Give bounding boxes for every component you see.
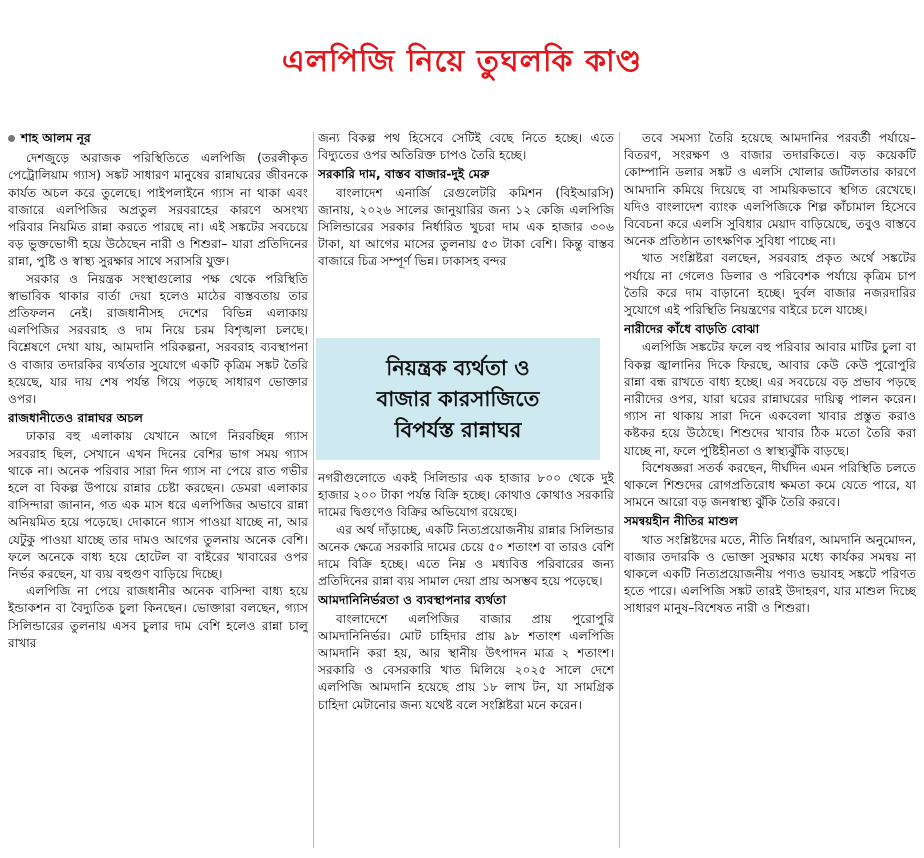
paragraph: খাত সংশ্লিষ্টদের মতে, নীতি নির্ধারণ, আমদানি অনুমোদন, বাজার তদারকি ও ভোক্তা সুরক্ষার মধ্যে কার্যকর সমন্বয় না থাকলে একটি নিত্যপ্রয়োজনীয় পণ্যও ভয়াবহ সঙ্কটে পরিণত হতে পারে। এলপিজি সঙ্কট তারই উদাহরণ, যার মাশুল দিচ্ছে সাধারণ মানুষ–বিশেষত নারী ও শিশুরা। — [624, 532, 916, 616]
pull-quote — [316, 338, 600, 460]
byline — [8, 130, 308, 147]
column-2-bottom — [318, 470, 614, 850]
pull-quote-line: বাজার কারসাজিতে — [376, 386, 540, 411]
paragraph: বাংলাদেশে এলপিজির বাজার প্রায় পুরোপুরি আমদানিনির্ভর। মোট চাহিদার প্রায় ৯৮ শতাংশ এলপিজি আমদানি করা হয়, আর স্থানীয় উৎপাদন মাত্র ২ শতাংশ। সরকারি ও বেসরকারি খাত মিলিয়ে ২০২৫ সালে দেশে এলপিজি আমদানি হয়েছে প্রায় ১৮ লাখ টন, যা সামগ্রিক চাহিদা মেটানোর জন্য যথেষ্ট বলে সংশ্লিষ্টরা মনে করেন। — [318, 611, 614, 712]
paragraph: এলপিজি না পেয়ে রাজধানীর অনেক বাসিন্দা বাধ্য হয়ে ইন্ডাকশন বা বৈদ্যুতিক চুলা কিনছেন। ভোক্তারা বলছেন, গ্যাস সিলিন্ডারের তুলনায় এসব চুলার দাম বেশি হলেও রান্না চালু রাখার — [8, 584, 308, 650]
column-divider — [619, 132, 620, 848]
column-divider — [313, 132, 314, 848]
paragraph: জন্য বিকল্প পথ হিসেবে সেটিই বেছে নিতে হচ্ছে। এতে বিদ্যুতের ওপর অতিরিক্ত চাপও তৈরি হচ্ছে। — [318, 131, 614, 163]
subheading: রাজধানীতেও রান্নাঘর অচল — [8, 411, 143, 426]
subheading: সমন্বয়হীন নীতির মাশুল — [624, 514, 739, 529]
pull-quote-line: বিপর্যস্ত রান্নাঘর — [394, 417, 522, 442]
paragraph: দেশজুড়ে অরাজক পরিস্থিতিতে এলপিজি (তরলীকৃত পেট্রোলিয়াম গ্যাস) সঙ্কট সাধারণ মানুষের রান্নাঘরের জীবনকে কার্যত অচল করে তুলেছে। পাইপলাইনে গ্যাস না থাকা এবং বাজারে এলপিজির অপ্রতুল সরবরাহের কারণে অসংখ্য পরিবার নিয়মিত রান্না করতে পারছে না। এই সঙ্কটের সবচেয়ে বড় ভুক্তভোগী হয়ে উঠেছেন নারী ও শিশুরা– যারা প্রতিদিনের রান্না, পুষ্টি ও স্বাস্থ্য সুরক্ষার সাথে সরাসরি যুক্ত। — [8, 151, 308, 269]
paragraph: এর অর্থ দাঁড়াচ্ছে, একটি নিত্যপ্রয়োজনীয় রান্নার সিলিন্ডার অনেক ক্ষেত্রে সরকারি দামের চেয়ে ৫০ শতাংশ বা তারও বেশি দামে বিক্রি হচ্ছে। এতে নিম্ন ও মধ্যবিত্ত পরিবারের জন্য প্রতিদিনের রান্না ব্যয় সামাল দেয়া প্রায় অসম্ভব হয়ে পড়েছে। — [318, 522, 614, 589]
column-3 — [624, 130, 916, 850]
paragraph: বাংলাদেশ এনার্জি রেগুলেটরি কমিশন (বিইআরসি) জানায়, ২০২৬ সালের জানুয়ারির জন্য ১২ কেজি এলপিজি সিলিন্ডারের সরকার নির্ধারিত খুচরা দাম এক হাজার ৩০৬ টাকা, যা আগের মাসের তুলনায় ৫৩ টাকা বেশি। কিন্তু বাস্তব বাজারে চিত্র সম্পূর্ণ ভিন্ন। ঢাকাসহ বন্দর — [318, 185, 614, 269]
pull-quote-line: নিয়ন্ত্রক ব্যর্থতা ও — [386, 355, 530, 380]
bullet-icon — [8, 135, 15, 142]
headline: এলপিজি নিয়ে তুঘলকি কাণ্ড — [281, 44, 643, 79]
subheading: সরকারি দাম, বাস্তব বাজার-দুই মেরু — [318, 167, 490, 182]
paragraph: সরকার ও নিয়ন্ত্রক সংস্থাগুলোর পক্ষ থেকে পরিস্থিতি স্বাভাবিক থাকার বার্তা দেয়া হলেও মাঠের বাস্তবতায় তার প্রতিফলন নেই। রাজধানীসহ দেশের বিভিন্ন এলাকায় এলপিজির সরবরাহ ও দাম নিয়ে চরম বিশৃঙ্খলা চলছে। বিশ্লেষণে দেখা যায়, আমদানি পরিকল্পনা, সরবরাহ ব্যবস্থাপনা ও বাজার তদারকির ব্যর্থতার সুযোগে একটি কৃত্রিম সঙ্কট তৈরি হয়েছে, যার দায় শেষ পর্যন্ত গিয়ে পড়ছে সাধারণ ভোক্তার ওপর। — [8, 271, 308, 407]
paragraph: তবে সমস্যা তৈরি হয়েছে আমদানির পরবর্তী পর্যায়ে– বিতরণ, সংরক্ষণ ও বাজার তদারকিতে। বড় কয়েকটি কোম্পানি ডলার সঙ্কট ও এলসি খোলার জটিলতার কারণে আমদানি কমিয়ে দিয়েছে বা সাময়িকভাবে স্থগিত রেখেছে। যদিও বাংলাদেশ ব্যাংক এলপিজিকে শিল্প কাঁচামাল হিসেবে বিবেচনা করে এলসি সুবিধার মেয়াদ বাড়িয়েছে, তবুও বাস্তবে অনেক প্রতিষ্ঠান তাৎক্ষণিক সুবিধা পাচ্ছে না। — [624, 131, 916, 249]
column-1 — [8, 130, 308, 850]
paragraph: নগরীগুলোতে একই সিলিন্ডার এক হাজার ৮০০ থেকে দুই হাজার ২০০ টাকা পর্যন্ত বিক্রি হচ্ছে। কোথাও কোথাও সরকারি দামের দ্বিগুণেও বিক্রির অভিযোগ রয়েছে। — [318, 471, 614, 520]
author-name: শাহ আলম নূর — [21, 131, 91, 145]
column-2-top — [318, 130, 614, 326]
paragraph: এলপিজি সঙ্কটের ফলে বহু পরিবার আবার মাটির চুলা বা বিকল্প জ্বালানির দিকে ফিরছে, আবার কেউ কেউ পুরোপুরি রান্না বন্ধ রাখতে বাধ্য হচ্ছে। এর সবচেয়ে বড় প্রভাব পড়ছে নারীদের ওপর, যারা ঘরের রান্নাঘরের দায়িত্ব পালন করেন। গ্যাস না থাকায় সারা দিনে একবেলা খাবার প্রস্তুত করাও কষ্টকর হয়ে উঠেছে। শিশুদের খাবার ঠিক মতো তৈরি করা যাচ্ছে না, ফলে পুষ্টিহীনতা ও স্বাস্থ্যঝুঁকি বাড়ছে। — [624, 340, 916, 458]
subheading: আমদানিনির্ভরতা ও ব্যবস্থাপনার ব্যর্থতা — [318, 593, 506, 608]
paragraph: বিশেষজ্ঞরা সতর্ক করছেন, দীর্ঘদিন এমন পরিস্থিতি চলতে থাকলে শিশুদের রোগপ্রতিরোধ ক্ষমতা কমে যেতে পারে, যা সামনে আরো বড় জনস্বাস্থ্য ঝুঁকি তৈরি করবে। — [624, 460, 916, 510]
subheading: নারীদের কাঁধে বাড়তি বোঝা — [624, 322, 760, 337]
paragraph: ঢাকার বহু এলাকায় যেখানে আগে নিরবচ্ছিন্ন গ্যাস সরবরাহ ছিল, সেখানে এখন দিনের বেশির ভাগ সময় গ্যাস থাকে না। অনেক পরিবার সারা দিন গ্যাস না পেয়ে রাত গভীর হলে বা বিকল্প উপায়ে রান্নার চেষ্টা করছেন। ডেমরা এলাকার বাসিন্দারা জানান, গত এক মাস ধরে এলপিজির অভাবে রান্না অনিয়মিত হয়ে পড়েছে। দোকানে গ্যাস পাওয়া যাচ্ছে না, আর যেটুকু পাওয়া যাচ্ছে তার দামও আগের তুলনায় অনেক বেশি। ফলে অনেকে বাধ্য হয়ে হোটেল বা বাইরের খাবারের ওপর নির্ভর করছেন, যা ব্যয় বহুগুণ বাড়িয়ে দিচ্ছে। — [8, 429, 308, 582]
paragraph: খাত সংশ্লিষ্টরা বলছেন, সরবরাহ প্রকৃত অর্থে সঙ্কটের পর্যায়ে না গেলেও ডিলার ও পরিবেশক পর্যায়ে কৃত্রিম চাপ তৈরি করে দাম বাড়ানো হচ্ছে। দুর্বল বাজার নজরদারির সুযোগে এই পরিস্থিতি নিয়ন্ত্রণের বাইরে চলে যাচ্ছে। — [624, 251, 916, 318]
